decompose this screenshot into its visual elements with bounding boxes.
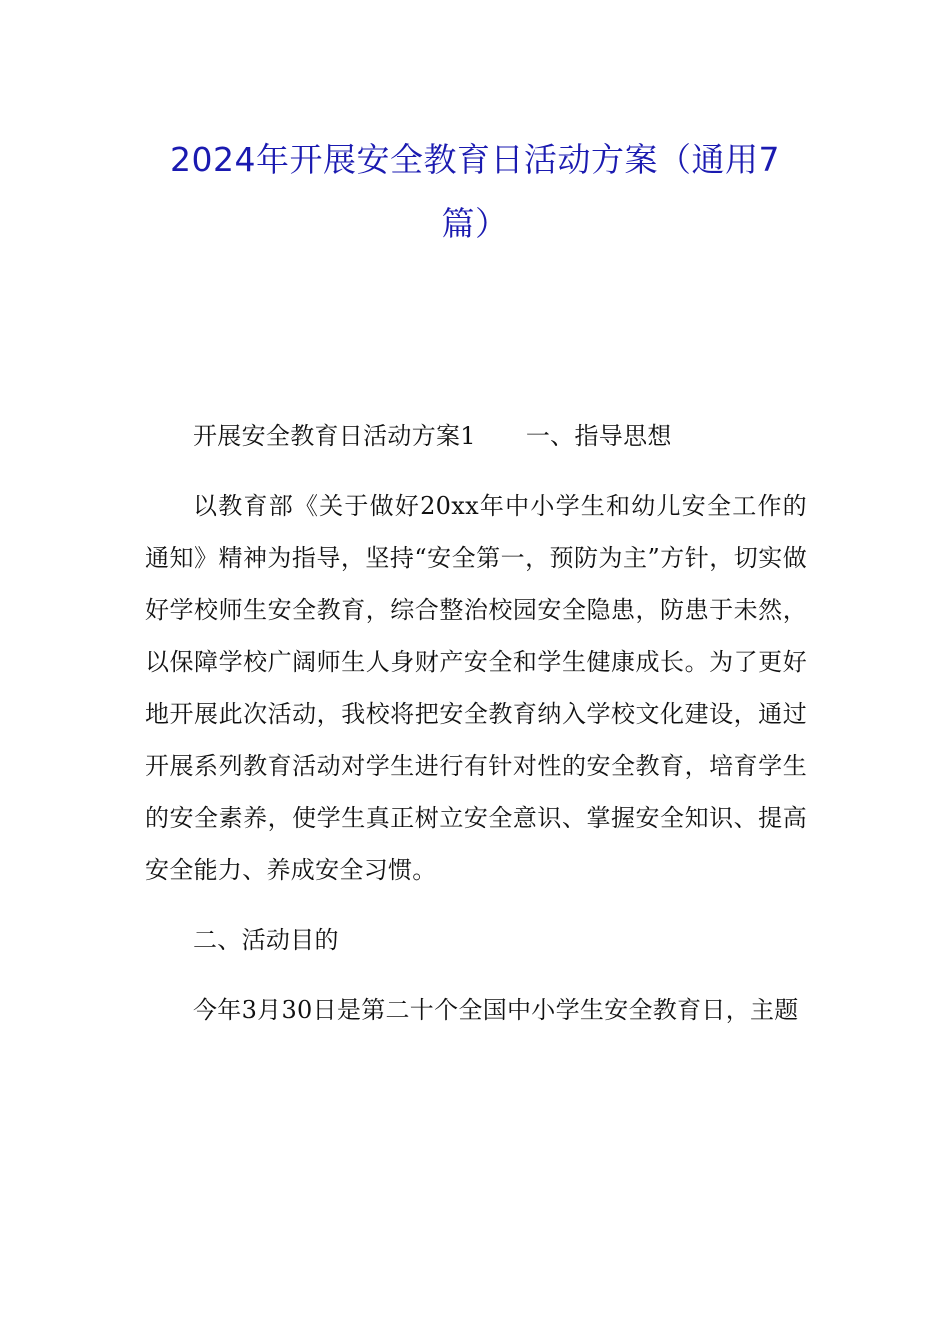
title-line-1: 2024年开展安全教育日活动方案（通用7 <box>170 140 780 179</box>
plan-heading: 开展安全教育日活动方案1 <box>193 422 476 450</box>
guiding-thought-heading: 一、指导思想 <box>525 422 672 450</box>
section-heading-1 <box>145 410 807 462</box>
document-body <box>145 410 807 1054</box>
paragraph-guiding-thought: 以教育部《关于做好20xx年中小学生和幼儿安全工作的通知》精神为指导，坚持“安全第一，预防为主”方针，切实做好学校师生安全教育，综合整治校园安全隐患，防患于未然，以保障学校广阔师生人身财产安全和学生健康成长。为了更好地开展此次活动，我校将把安全教育纳入学校文化建设，通过开展系列教育活动对学生进行有针对性的安全教育，培育学生的安全素养，使学生真正树立安全意识、掌握安全知识、提高安全能力、养成安全习惯。 <box>145 492 807 884</box>
title-line-2: 篇） <box>441 204 509 243</box>
paragraph-activity-purpose: 今年3月30日是第二十个全国中小学生安全教育日，主题 <box>193 996 799 1024</box>
section-heading-2: 二、活动目的 <box>193 926 339 954</box>
document-title <box>120 128 830 256</box>
